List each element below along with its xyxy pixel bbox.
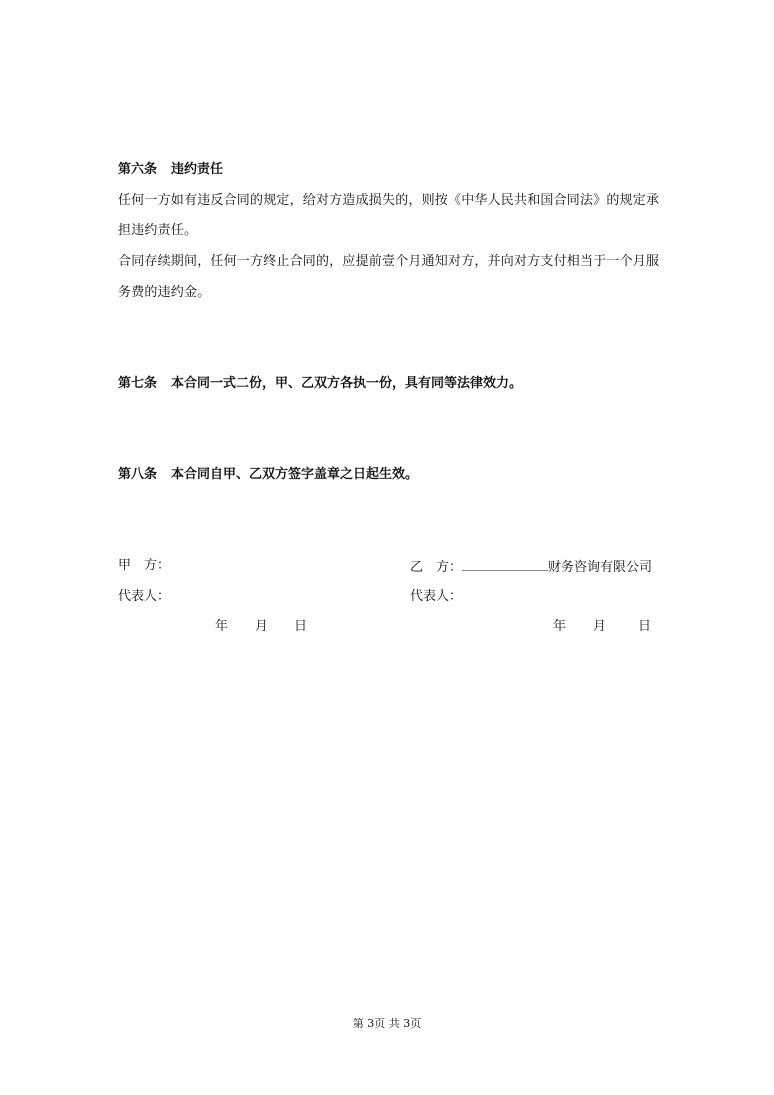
date-a-year: 年 [215,619,229,634]
article7-number: 第七条 [118,376,158,391]
date-b-year: 年 [553,619,567,634]
party-b-line [410,557,652,577]
party-b-name-blank [462,557,548,571]
representative-a-label: 代表人： [118,589,171,604]
date-b-month: 月 [593,619,607,634]
article6-para1-line2: 担违约责任。 [118,223,198,238]
article6-para1-line1: 任何一方如有违反合同的规定，给对方造成损失的，则按《中华人民共和国合同法》的规定承 [118,193,660,208]
article7-heading [118,375,522,393]
article8-text: 本合同自甲、乙双方签字盖章之日起生效。 [171,467,419,482]
party-b-label: 乙 方： [410,560,463,575]
article6-number: 第六条 [118,162,158,177]
party-a-label: 甲 方： [118,558,171,573]
date-a-month: 月 [255,619,269,634]
representative-b-label: 代表人： [410,589,463,604]
article6-title: 违约责任 [171,162,224,177]
article6-para2-line2: 务费的违约金。 [118,285,211,300]
date-b-day: 日 [638,619,652,634]
date-a-day: 日 [294,619,308,634]
article7-text: 本合同一式二份，甲、乙双方各执一份，具有同等法律效力。 [171,376,523,391]
party-b-company-suffix: 财务咨询有限公司 [548,560,653,575]
article6-para2-line1: 合同存续期间，任何一方终止合同的，应提前壹个月通知对方，并向对方支付相当于一个月服 [118,254,660,269]
page-footer: 第 3页 共 3页 [352,1017,422,1030]
article6-heading [118,161,223,179]
article8-number: 第八条 [118,467,158,482]
article8-heading [118,466,418,484]
